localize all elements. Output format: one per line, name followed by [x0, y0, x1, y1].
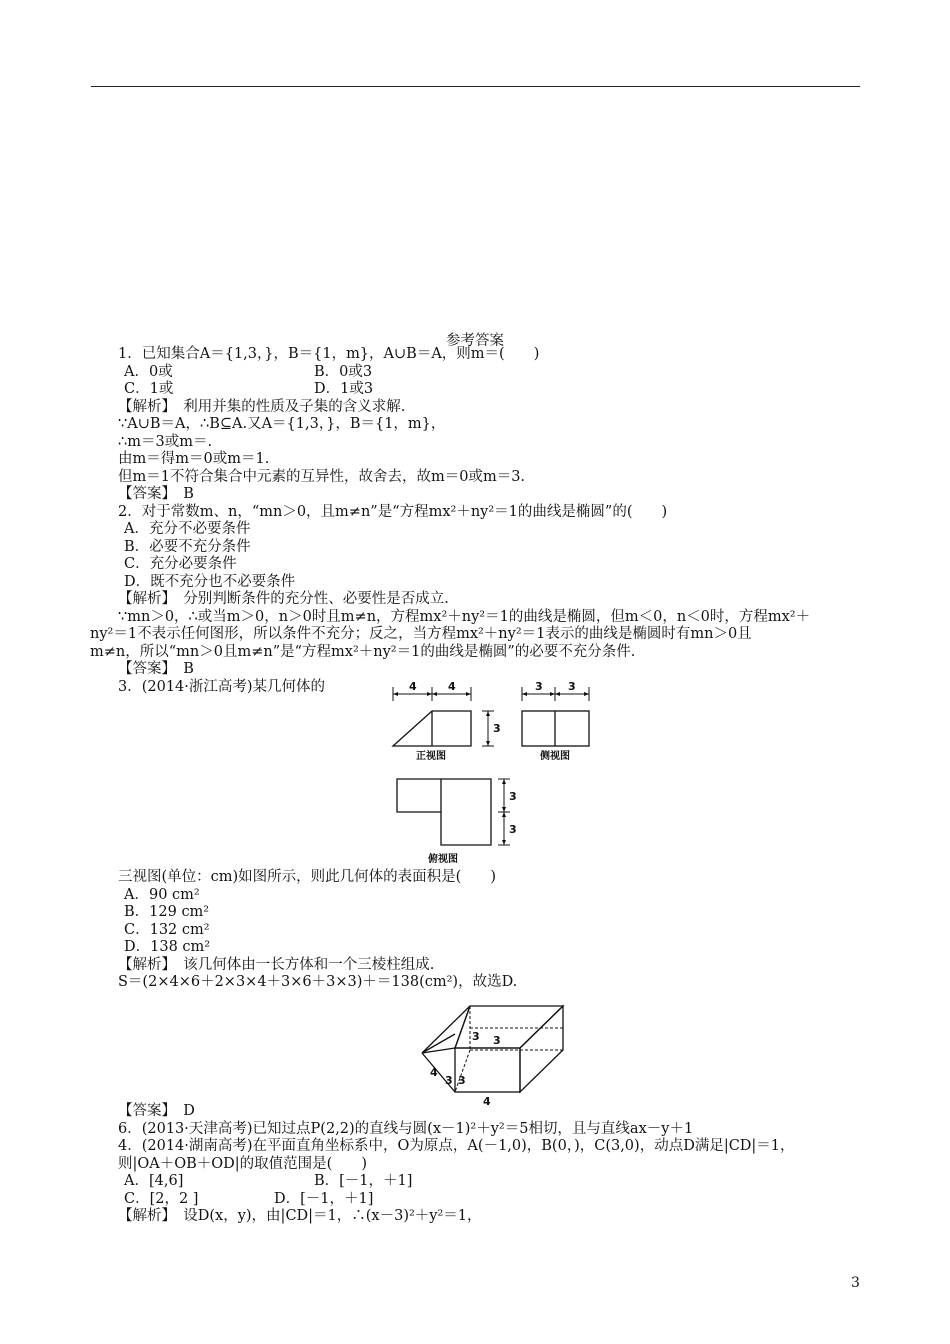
q1-options-row1 — [118, 364, 868, 382]
q4-analysis: 【解析】 设D(x，y)，由|CD|＝1，∴(x－3)²＋y²＝1， — [118, 1208, 482, 1224]
front-dim-label-right: 4 — [448, 680, 456, 693]
q4-options-row2 — [118, 1191, 868, 1209]
q2-option-b: B．必要不充分条件 — [124, 538, 251, 555]
q1-option-d: D．1或3 — [314, 381, 374, 397]
solid-figure — [410, 992, 580, 1110]
q1-step-2: ∴m＝3或m＝. — [118, 433, 213, 450]
side-dim-label-left: 3 — [535, 680, 543, 693]
solid-label-4: 3 — [445, 1074, 453, 1087]
side-view-caption: 侧视图 — [540, 751, 570, 762]
solid-label-6: 4 — [483, 1095, 491, 1108]
q6-stem: 6．(2013·天津高考)已知过点P(2,2)的直线与圆(x－1)²＋y²＝5相切，且与直线ax－y＋1 — [118, 1120, 694, 1137]
q3-option-a: A．90 cm² — [124, 886, 200, 903]
answer-block-2 — [118, 869, 868, 992]
solid-label-3: 4 — [430, 1066, 438, 1079]
solid-label-5: 3 — [458, 1074, 466, 1087]
q3-formula: S＝(2×4×6＋2×3×4＋3×6＋3×3)＋＝138(cm²)，故选D. — [118, 974, 518, 990]
q4-stem-cont: 则|OA＋OB＋OD|的取值范围是( ) — [118, 1155, 367, 1172]
q4-option-a: A．[4,6] — [124, 1173, 184, 1189]
q1-step-4: 但m＝1不符合集合中元素的互异性，故舍去，故m＝0或m＝3. — [118, 468, 526, 485]
q3-analysis: 【解析】 该几何体由一长方体和一个三棱柱组成. — [118, 956, 435, 973]
q3-stem-cont: 三视图(单位：cm)如图所示，则此几何体的表面积是( ) — [118, 869, 496, 885]
q2-step-2: ny²＝1不表示任何图形，所以条件不充分；反之，当方程mx²＋ny²＝1表示的曲线是椭圆时有mn＞0且 — [90, 626, 752, 642]
top-view-caption: 俯视图 — [428, 854, 458, 865]
top-height-label-upper: 3 — [509, 790, 517, 803]
q3-option-c: C．132 cm² — [124, 921, 210, 938]
top-height-label-lower: 3 — [509, 823, 517, 836]
q1-option-c: C．1或 — [124, 381, 174, 397]
q1-step-1: ∵A∪B＝A，∴B⊆A.又A＝{1,3，}，B＝{1，m}， — [118, 416, 446, 432]
q1-option-b: B．0或3 — [314, 363, 373, 380]
front-height-label: 3 — [493, 722, 501, 735]
q3-stem: 3．(2014·浙江高考)某几何体的 — [118, 678, 326, 695]
solid-label-2: 3 — [493, 1034, 501, 1047]
front-view-caption: 正视图 — [416, 751, 446, 762]
side-dim-label-right: 3 — [568, 680, 576, 693]
q2-analysis: 【解析】 分别判断条件的充分性、必要性是否成立. — [118, 591, 449, 607]
page-title: 参考答案 — [446, 333, 504, 349]
q2-option-a: A．充分不必要条件 — [124, 521, 251, 537]
three-view-figure — [385, 676, 605, 871]
q2-answer: 【答案】 B — [118, 661, 194, 677]
q1-step-3: 由m＝得m＝0或m＝1. — [118, 451, 270, 467]
q1-options-row2 — [118, 381, 868, 399]
answer-block-1 — [90, 346, 868, 696]
q4-option-c: C．[2，2 ] — [124, 1190, 199, 1207]
page-number: 3 — [851, 1275, 860, 1291]
q2-step-1: ∵mn＞0，∴或当m＞0，n＞0时且m≠n，方程mx²＋ny²＝1的曲线是椭圆，但m＜0，n＜0时，方程mx²＋ — [118, 608, 811, 625]
q3-option-d: D．138 cm² — [124, 939, 211, 955]
solid-label-1: 3 — [472, 1030, 480, 1043]
q1-option-a: A．0或 — [124, 363, 173, 380]
header-rule — [91, 86, 860, 87]
q2-stem: 2．对于常数m、n，“mn＞0，且m≠n”是“方程mx²＋ny²＝1的曲线是椭圆”的( ) — [118, 503, 668, 520]
q3-answer: 【答案】 D — [118, 1103, 195, 1119]
q4-stem: 4．(2014·湖南高考)在平面直角坐标系中，O为原点，A(－1,0)，B(0，)，C(3,0)，动点D满足|CD|＝1， — [118, 1138, 795, 1154]
q4-option-d: D．[－1，＋1] — [274, 1190, 374, 1207]
q3-option-b: B．129 cm² — [124, 904, 210, 920]
answer-block-3 — [118, 1103, 868, 1226]
front-dim-label-left: 4 — [409, 680, 417, 693]
q1-stem: 1．已知集合A＝{1,3，}，B＝{1，m}，A∪B＝A，则m＝( ) — [118, 346, 540, 362]
q2-option-d: D．既不充分也不必要条件 — [124, 573, 296, 590]
q2-option-c: C．充分必要条件 — [124, 556, 237, 572]
q1-answer: 【答案】 B — [118, 486, 194, 502]
q4-options-row1 — [118, 1173, 868, 1191]
q2-step-3: m≠n，所以“mn＞0且m≠n”是“方程mx²＋ny²＝1的曲线是椭圆”的必要不充分条件. — [90, 643, 636, 660]
q4-option-b: B．[－1，＋1] — [314, 1173, 413, 1189]
q1-analysis: 【解析】 利用并集的性质及子集的含义求解. — [118, 398, 406, 415]
